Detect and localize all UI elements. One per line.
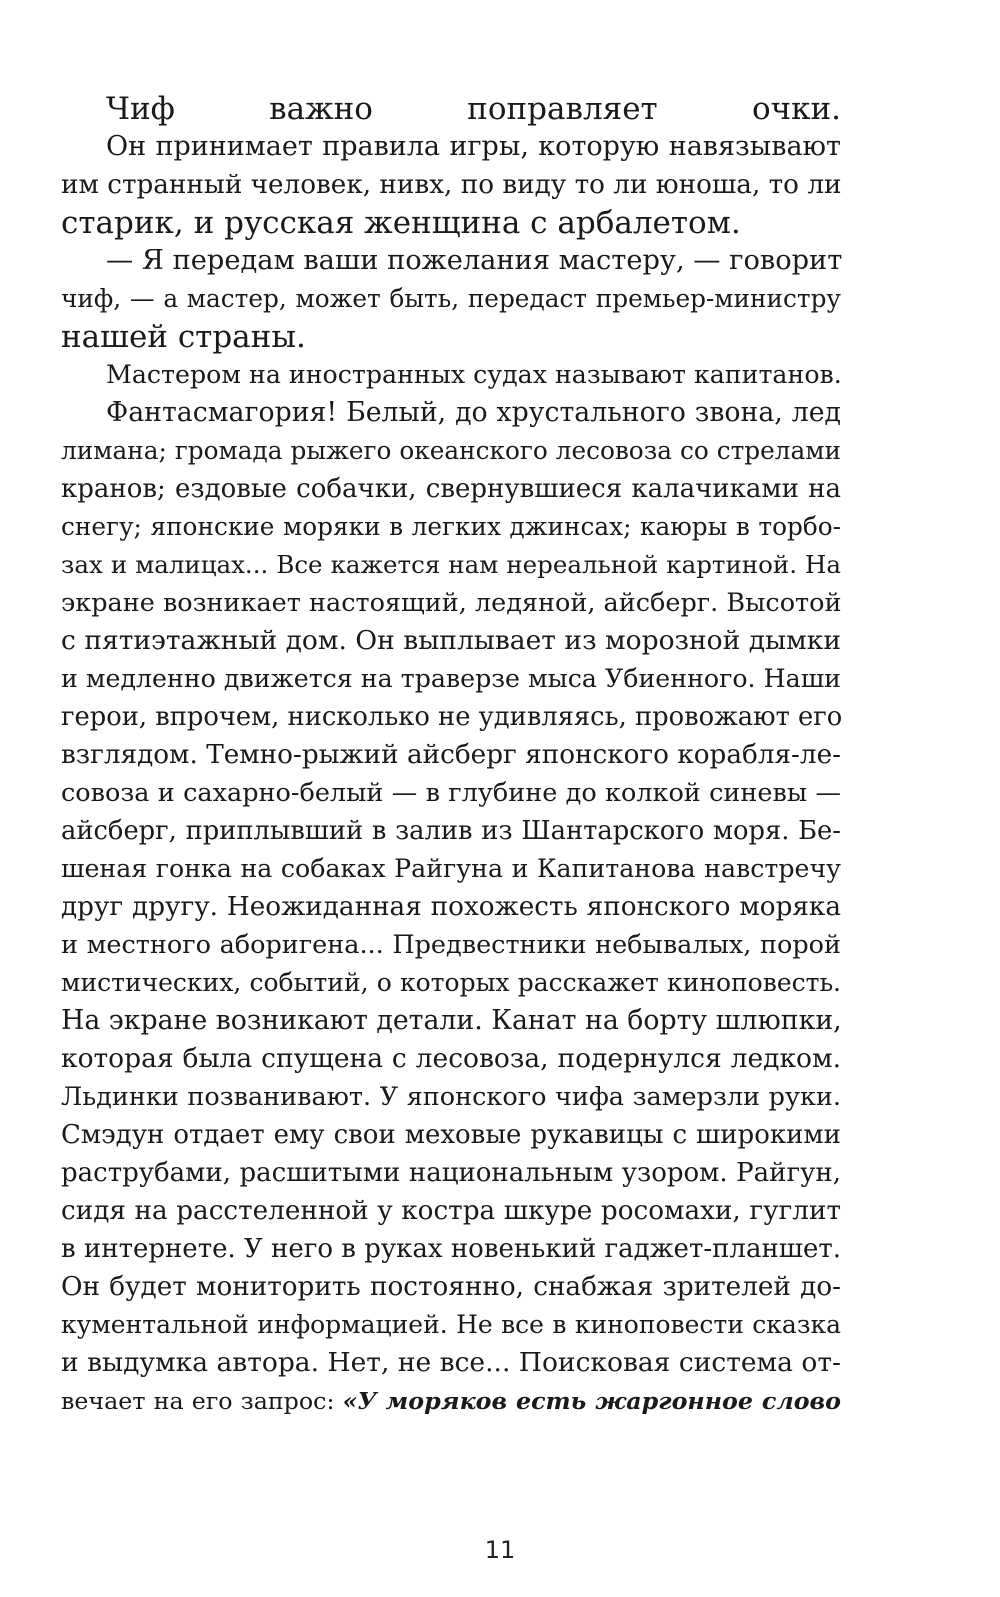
text-line: и выдумка автора. Нет, не все... Поисковая система от- <box>61 1347 841 1378</box>
text-fragment: вечает на его запрос: <box>61 1387 343 1415</box>
page-number: 11 <box>484 1536 516 1564</box>
text-line: им странный человек, нивх, по виду то ли юноша, то ли <box>61 170 842 200</box>
quoted-italic-text: «У моряков есть жаргонное слово <box>342 1387 841 1415</box>
text-line: чиф, — а мастер, может быть, передаст премьер-министру <box>61 284 841 313</box>
text-line: кранов; ездовые собачки, свернувшиеся калачиками на <box>61 474 841 504</box>
text-line: мистических, событий, о которых расскажет киноповесть. <box>61 968 841 997</box>
text-line: раструбами, расшитыми национальным узором. Райгун, <box>61 1158 841 1188</box>
text-line <box>61 1381 841 1421</box>
text-line: шеная гонка на собаках Райгуна и Капитанова навстречу <box>61 854 841 883</box>
text-line: экране возникает настоящий, ледяной, айсберг. Высотой <box>61 588 842 618</box>
text-line: зах и малицах... Все кажется нам нереальной картиной. На <box>61 550 841 579</box>
text-line: взглядом. Темно-рыжий айсберг японского корабля-ле- <box>61 740 841 770</box>
text-line: Мастером на иностранных судах называют капитанов. <box>106 360 842 389</box>
text-line: На экране возникают детали. Канат на борту шлюпки, <box>61 1005 842 1036</box>
text-line: Он принимает правила игры, которую навязывают <box>106 131 841 162</box>
text-line: нашей страны. <box>61 319 306 355</box>
text-line: совоза и сахарно-белый — в глубине до колкой синевы — <box>61 778 841 808</box>
text-line: лимана; громада рыжего океанского лесовоза со стрелами <box>61 436 841 465</box>
text-line: друг другу. Неожиданная похожесть японского моряка <box>61 892 841 922</box>
text-line: герои, впрочем, нисколько не удивляясь, провожают его <box>61 702 843 732</box>
text-line: — Я передам ваши пожелания мастеру, — говорит <box>106 245 843 276</box>
text-line: Смэдун отдает ему свои меховые рукавицы с широкими <box>61 1120 841 1150</box>
text-line: Он будет мониторить постоянно, снабжая зрителей до- <box>61 1272 841 1302</box>
text-line: кументальной информацией. Не все в киноповести сказка <box>61 1310 841 1339</box>
text-line: снегу; японские моряки в легких джинсах; каюры в торбо- <box>61 512 841 541</box>
text-line: Чиф важно поправляет очки. <box>106 91 841 127</box>
text-line: Фантасмагория! Белый, до хрустального звона, лед <box>106 397 841 428</box>
text-line: старик, и русская женщина с арбалетом. <box>61 205 741 241</box>
text-line: в интернете. У него в руках новенький гаджет-планшет. <box>61 1234 841 1264</box>
text-line: с пятиэтажный дом. Он выплывает из морозной дымки <box>61 625 841 656</box>
text-line: которая была спущена с лесовоза, подернулся ледком. <box>61 1043 841 1074</box>
text-line: и местного аборигена... Предвестники небывалых, порой <box>61 930 841 960</box>
text-line: сидя на расстеленной у костра шкуре росомахи, гуглит <box>61 1196 841 1226</box>
text-line: и медленно движется на траверзе мыса Убиенного. Наши <box>61 664 841 693</box>
text-line: Льдинки позванивают. У японского чифа замерзли руки. <box>61 1082 841 1112</box>
text-line: айсберг, приплывший в залив из Шантарского моря. Бе- <box>61 816 841 846</box>
